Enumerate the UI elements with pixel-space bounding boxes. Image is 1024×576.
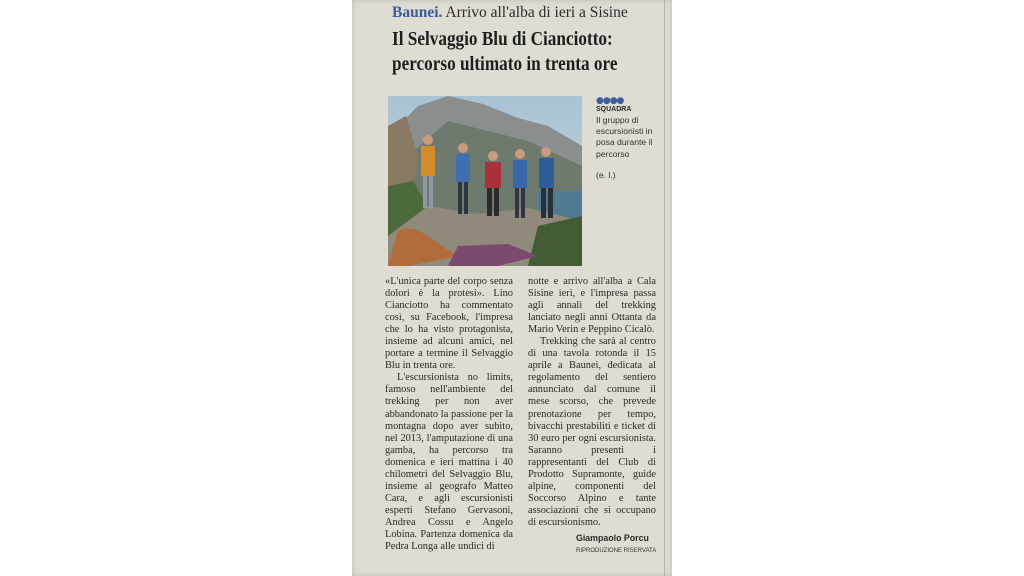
headline-line-2: percorso ultimato in trenta ore — [392, 53, 618, 75]
article-headline — [392, 27, 654, 77]
article-byline: Giampaolo Porcu — [576, 533, 649, 543]
photo-illustration — [388, 96, 582, 266]
article-kicker — [392, 4, 664, 22]
adjacent-column-edge — [664, 0, 672, 576]
caption-credit: (e. l.) — [596, 170, 616, 180]
headline-line-1: Il Selvaggio Blu di Cianciotto: — [392, 28, 613, 50]
caption-text: Il gruppo di escursionisti in posa durante il percorso — [596, 115, 653, 159]
article-column-1 — [385, 276, 513, 553]
article-column-2 — [528, 276, 656, 529]
column1-paragraph-2: L'escursionista no limits, famoso nell'ambiente del trekking per non aver abbandonato la passione per la montagna dopo aver subito, nel 2013, l'amputazione di una gamba, ha percorso tra domenica e ieri mattina i 40 chilometri del Selvaggio Blu, insieme al geografo Matteo Cara, e agli escursionisti esperti Stefano Gervasoni, Andrea Cossu e Angelo Lobina. Partenza domenica da Pedra Longa alle undici di — [385, 372, 513, 553]
rights-notice: RIPRODUZIONE RISERVATA — [576, 548, 657, 554]
newspaper-clipping — [352, 0, 672, 576]
kicker-place: Baunei. — [392, 4, 443, 21]
kicker-text: Arrivo all'alba di ieri a Sisine — [445, 4, 628, 21]
column2-paragraph-1: notte e arrivo all'alba a Cala Sisine ieri, e l'impresa passa agli annali del trekking lanciato negli anni Ottanta da Mario Verin e Peppino Cicalò. — [528, 276, 656, 336]
column2-paragraph-2: Trekking che sarà al centro di una tavola rotonda il 15 aprile a Baunei, dedicata al regolamento del sentiero annunciato dal comune il mese scorso, che prevede prenotazione per tempo, bivacchi prestabiliti e ticket di 30 euro per ogni escursionista. Saranno presenti i rappresentanti del Club di Prodotto Supramonte, guide alpine, componenti del Soccorso Alpino e tante associazioni che si occupano di escursionismo. — [528, 336, 656, 528]
caption-dots: ●●●● — [596, 96, 624, 106]
column1-paragraph-1: «L'unica parte del corpo senza dolori è la protesi». Lino Cianciotto ha commentato così, su Facebook, l'impresa che lo ha visto protagonista, insieme ad alcuni amici, nel portare a termine il Selvaggio Blu in trenta ore. — [385, 276, 513, 372]
caption-tag: SQUADRA — [596, 106, 632, 113]
group-photo — [388, 96, 582, 266]
